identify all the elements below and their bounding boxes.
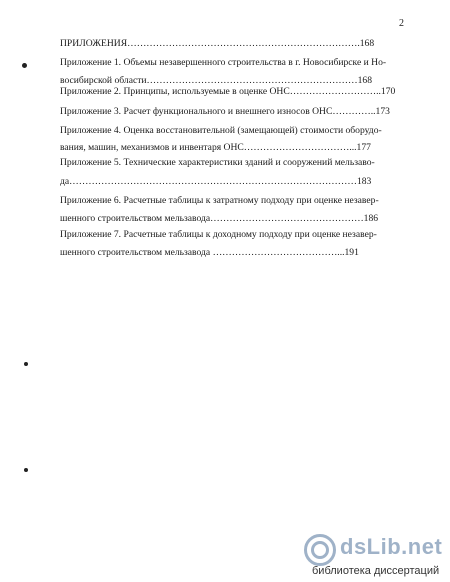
binder-hole-mark (22, 63, 27, 68)
binder-hole-mark (24, 468, 28, 472)
toc-line-appendix-3: Приложение 3. Расчет функционального и внешнего износов ОНС…………..173 (60, 106, 390, 117)
toc-line-appendix-6-b: шенного строительством мельзавода…………………………………………186 (60, 213, 379, 224)
toc-line-appendix-1-a: Приложение 1. Объемы незавершенного строительства в г. Новосибирске и Но- (60, 57, 387, 68)
page-number: 2 (399, 18, 404, 29)
watermark-title: dsLib.net (340, 534, 443, 559)
toc-line-appendix-7-b: шенного строительством мельзавода …………………………………...191 (60, 247, 359, 258)
toc-line-appendix-6-a: Приложение 6. Расчетные таблицы к затратному подходу при оценке незавер- (60, 195, 379, 206)
toc-line-appendix-2: Приложение 2. Принципы, используемые в оценке ОНС………………………..170 (60, 86, 396, 97)
toc-line-appendix-4-b: вания, машин, механизмов и инвентаря ОНС……………………………...177 (60, 142, 371, 153)
toc-line-appendix-4-a: Приложение 4. Оценка восстановительной (замещающей) стоимости оборудо- (60, 125, 382, 136)
watermark (304, 534, 450, 582)
toc-line-appendix-5-a: Приложение 5. Технические характеристики зданий и сооружений мельзаво- (60, 157, 375, 168)
toc-line-appendices-heading: ПРИЛОЖЕНИЯ……………………………………………………………….168 (60, 38, 375, 49)
watermark-subtitle: библиотека диссертаций (312, 565, 440, 577)
toc-line-appendix-5-b: да………………………………………………………………………………183 (60, 176, 372, 187)
binder-hole-mark (24, 362, 28, 366)
toc-line-appendix-1-b: восибирской области…………………………………………………………168 (60, 75, 372, 86)
toc-line-appendix-7-a: Приложение 7. Расчетные таблицы к доходному подходу при оценке незавер- (60, 229, 377, 240)
watermark-logo-icon (304, 534, 336, 566)
